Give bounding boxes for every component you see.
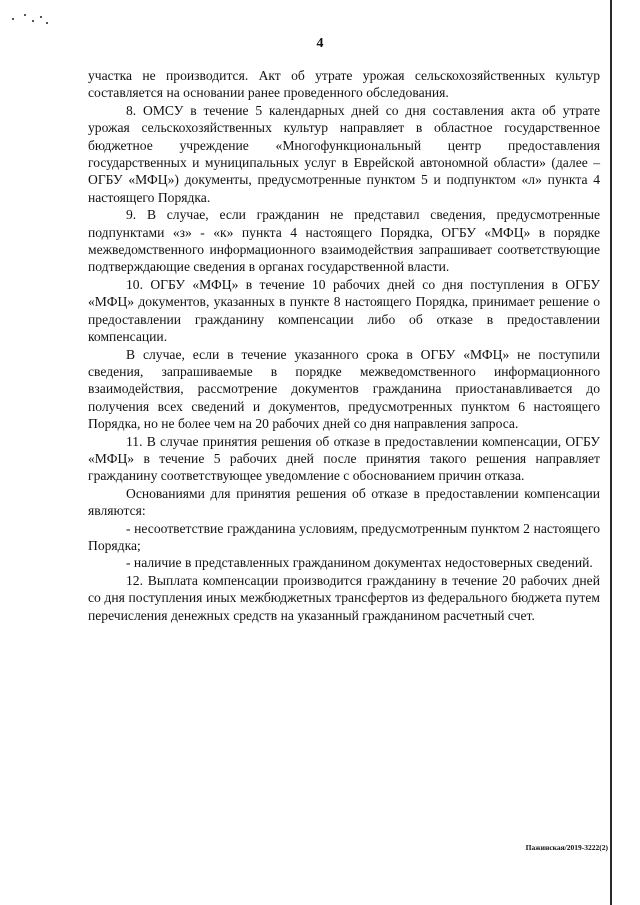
- paragraph-refusal-grounds: Основаниями для принятия решения об отказе в предоставлении компенсации являются:: [88, 485, 600, 519]
- paragraph-item-10: 10. ОГБУ «МФЦ» в течение 10 рабочих дней со дня поступления в ОГБУ «МФЦ» документов, указанных в пункте 8 настоящего Порядка, принимает решение о предоставлении гражданину компенсации либо об отказе в предоставлении компенсации.: [88, 276, 600, 345]
- list-item-nonconformity: - несоответствие гражданина условиям, предусмотренным пунктом 2 настоящего Порядка;: [88, 520, 600, 553]
- paragraph-item-8: 8. ОМСУ в течение 5 календарных дней со дня составления акта об утрате урожая сельскохозяйственных культур направляет в областное государственное бюджетное учреждение «Многофункциональный центр предоставления государственных и муниципальных услуг в Еврейской автономной области» (далее – ОГБУ «МФЦ») документы, предусмотренные пунктом 5 и подпунктом «л» пункта 4 настоящего Порядка.: [88, 102, 600, 205]
- paragraph-item-9: 9. В случае, если гражданин не представил сведения, предусмотренные подпунктами «з» - «к» пункта 4 настоящего Порядка, ОГБУ «МФЦ» в порядке межведомственного информационного взаимодействия запрашивает соответствующие подтверждающие сведения в органах государственной власти.: [88, 207, 600, 275]
- paragraph-continuation: участка не производится. Акт об утрате урожая сельскохозяйственных культур составляется на основании ранее проведенного обследования.: [88, 68, 600, 101]
- page-number: 4: [316, 36, 324, 51]
- scan-edge-line: [610, 0, 612, 905]
- document-footer-code: Пажинская/2019-3222(2): [525, 843, 608, 852]
- paragraph-suspension: В случае, если в течение указанного срока в ОГБУ «МФЦ» не поступили сведения, запрашиваемые в порядке межведомственного информационного взаимодействия, рассмотрение документов гражданина приостанавливается до получения всех сведений и документов, предусмотренных пунктом 6 настоящего Порядка, но не более чем на 20 рабочих дней со дня направления запроса.: [88, 346, 600, 432]
- scan-artifact-marks: [10, 8, 50, 28]
- paragraph-item-12: 12. Выплата компенсации производится гражданину в течение 20 рабочих дней со дня поступления иных межбюджетных трансфертов из федерального бюджета путем перечисления денежных средств на указанный гражданином расчетный счет.: [88, 572, 600, 623]
- list-item-false-data: - наличие в представленных гражданином документах недостоверных сведений.: [126, 555, 593, 571]
- paragraph-item-11: 11. В случае принятия решения об отказе в предоставлении компенсации, ОГБУ «МФЦ» в течение 5 рабочих дней после принятия такого решения направляет гражданину соответствующее уведомление с обоснованием причин отказа.: [88, 433, 600, 484]
- document-body: [88, 67, 600, 624]
